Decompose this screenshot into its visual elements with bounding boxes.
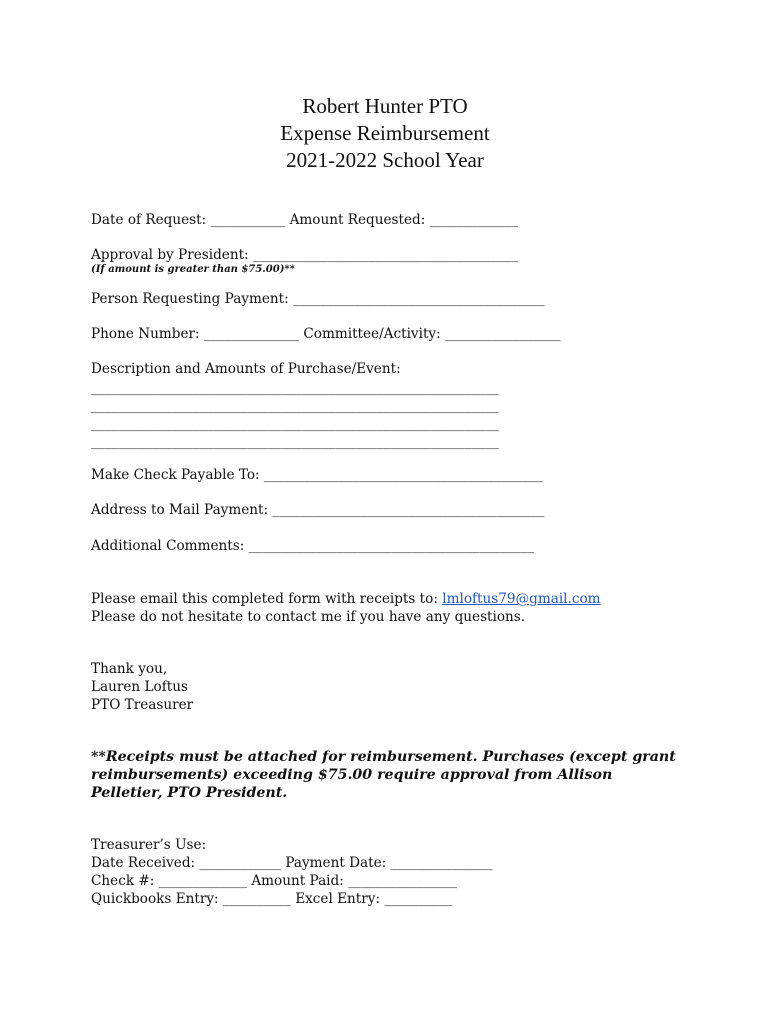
date-of-request-field[interactable]: Date of Request: ___________ Amount Requested: _____________ [91, 212, 518, 228]
check-payable-field[interactable]: Make Check Payable To: _________________________________________ [91, 467, 543, 483]
approval-by-president-field[interactable]: Approval by President: _______________________________________ [91, 247, 519, 263]
approval-note: (If amount is greater than $75.00)** [91, 264, 295, 275]
title-organization: Robert Hunter PTO [302, 94, 468, 118]
check-number-field[interactable]: Check #: _____________ Amount Paid: ________________ [91, 873, 457, 889]
date-received-field[interactable]: Date Received: ____________ Payment Date: _______________ [91, 855, 493, 871]
mail-address-field[interactable]: Address to Mail Payment: ________________________________________ [91, 502, 545, 518]
receipts-note-line-1: **Receipts must be attached for reimbursement. Purchases (except grant [91, 749, 676, 765]
description-label: Description and Amounts of Purchase/Event: [91, 361, 401, 377]
signer-name: Lauren Loftus [91, 679, 188, 695]
thank-you: Thank you, [91, 661, 168, 677]
receipts-note [91, 748, 691, 802]
receipts-note-line-2: reimbursements) exceeding $75.00 require approval from Allison [91, 767, 613, 783]
description-line-3[interactable]: ____________________________________________________________ [91, 416, 499, 432]
email-instruction [91, 590, 601, 608]
additional-comments-field[interactable]: Additional Comments: __________________________________________ [91, 538, 535, 554]
description-line-1[interactable]: ____________________________________________________________ [91, 380, 499, 396]
signer-role: PTO Treasurer [91, 697, 194, 713]
form-title [0, 93, 770, 174]
email-instruction-text: Please email this completed form with receipts to: [91, 591, 443, 607]
description-line-4[interactable]: ____________________________________________________________ [91, 434, 499, 450]
description-line-2[interactable]: ____________________________________________________________ [91, 398, 499, 414]
title-school-year: 2021-2022 School Year [286, 148, 484, 172]
contact-note: Please do not hesitate to contact me if you have any questions. [91, 609, 526, 625]
title-form-name: Expense Reimbursement [280, 121, 490, 145]
quickbooks-entry-field[interactable]: Quickbooks Entry: __________ Excel Entry: __________ [91, 891, 453, 907]
receipts-note-line-3: Pelletier, PTO President. [91, 785, 288, 801]
person-requesting-field[interactable]: Person Requesting Payment: _____________________________________ [91, 291, 545, 307]
email-link[interactable]: lmloftus79@gmail.com [442, 591, 601, 607]
phone-committee-field[interactable]: Phone Number: ______________ Committee/Activity: _________________ [91, 326, 561, 342]
treasurer-heading: Treasurer’s Use: [91, 837, 207, 853]
